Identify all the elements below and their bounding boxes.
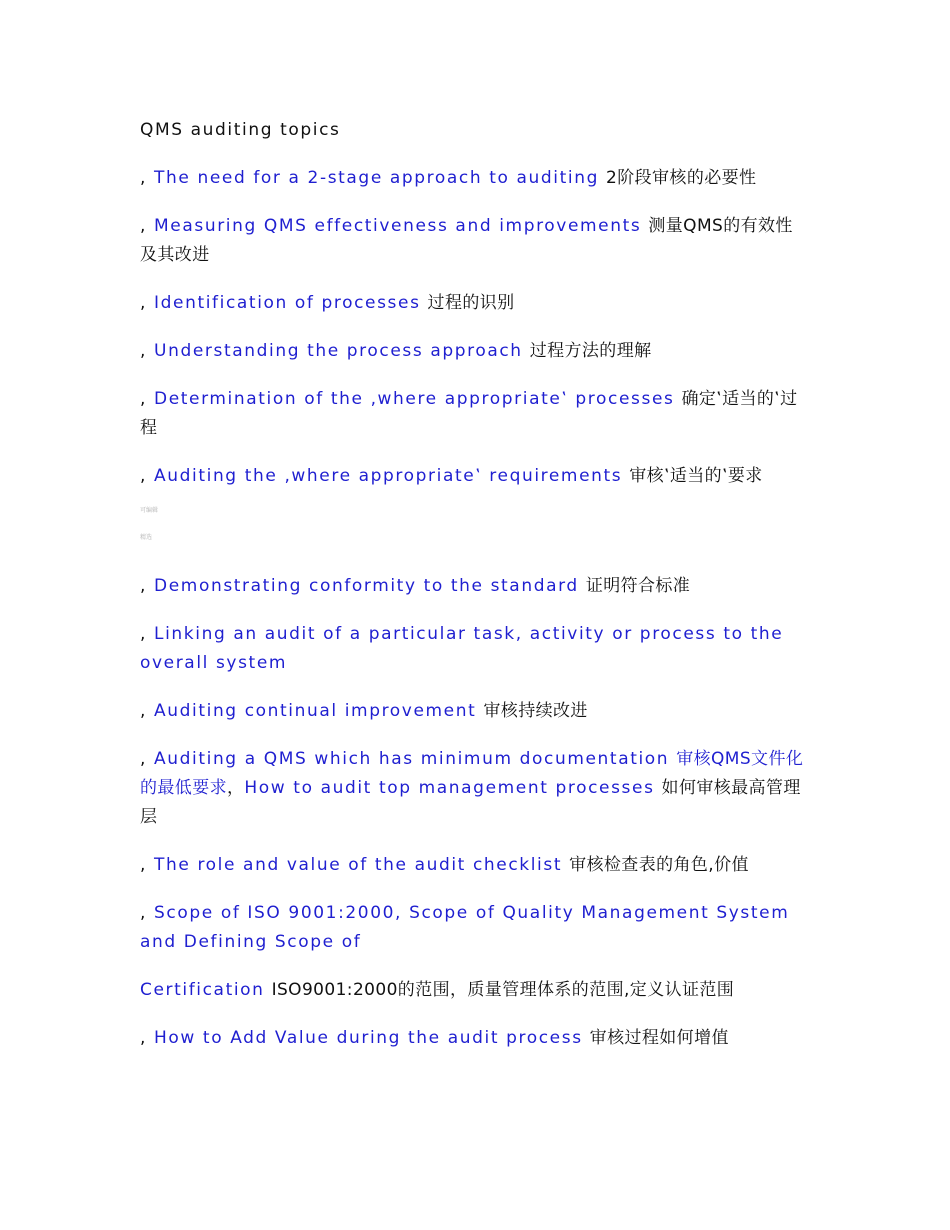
- topic-chinese: 审核检查表的角色,价值: [569, 855, 749, 875]
- small-mark: 精选: [140, 534, 153, 541]
- topic-item: , Determination of the ‚where appropriate‛ processes 确定‛适当的‛过程: [140, 389, 798, 438]
- topic-item: , The role and value of the audit checklist 审核检查表的角色,价值: [140, 855, 749, 875]
- topic-chinese: 如何审核最高管理层: [140, 778, 801, 827]
- topic-english: Auditing a QMS which has minimum documentation: [154, 749, 670, 769]
- topic-item: , Identification of processes 过程的识别: [140, 293, 515, 313]
- topic-english: Measuring QMS effectiveness and improvements: [154, 216, 642, 236]
- topic-english: Scope of ISO 9001:2000, Scope of Quality Management System and Defining Scope of: [140, 903, 790, 952]
- topic-chinese-blue: 审核QMS文件化的最低要求: [140, 749, 804, 798]
- topic-chinese: 2阶段审核的必要性: [606, 168, 757, 188]
- topic-item: , Linking an audit of a particular task, activity or process to the overall system: [140, 624, 784, 673]
- topic-chinese: ISO9001:2000的范围，质量管理体系的范围,定义认证范围: [271, 980, 735, 1000]
- document-title: QMS auditing topics: [140, 120, 341, 140]
- topic-english: Understanding the process approach: [154, 341, 523, 361]
- topic-item: , How to Add Value during the audit process 审核过程如何增值: [140, 1028, 729, 1048]
- topic-english: How to Add Value during the audit process: [154, 1028, 583, 1048]
- small-mark: 可编辑: [140, 507, 159, 514]
- topic-chinese: 确定‛适当的‛过程: [140, 389, 798, 438]
- topic-chinese: 审核持续改进: [483, 701, 588, 721]
- topic-chinese: 证明符合标准: [585, 576, 691, 596]
- topic-english: Demonstrating conformity to the standard: [154, 576, 579, 596]
- topic-english: Linking an audit of a particular task, activity or process to the overall system: [140, 624, 784, 673]
- topic-english: The need for a 2-stage approach to auditing: [154, 168, 599, 188]
- topic-item: [140, 976, 810, 1005]
- topic-english: The role and value of the audit checklist: [154, 855, 563, 875]
- topic-chinese: 审核过程如何增值: [589, 1028, 729, 1048]
- topic-english: Auditing continual improvement: [154, 701, 477, 721]
- topic-item: , Scope of ISO 9001:2000, Scope of Quality Management System and Defining Scope of: [140, 903, 790, 952]
- topic-chinese: 审核‛适当的‛要求: [629, 466, 763, 486]
- topic-english: Identification of processes: [154, 293, 421, 313]
- topic-english: Determination of the ‚where appropriate‛ processes: [154, 389, 675, 409]
- topic-english: Certification: [140, 980, 265, 1000]
- topic-item: , Auditing the ‚where appropriate‛ requirements 审核‛适当的‛要求: [140, 466, 763, 486]
- topic-chinese: 测量QMS的有效性及其改进: [140, 216, 793, 265]
- topic-item: , Understanding the process approach 过程方法的理解: [140, 341, 652, 361]
- topic-item: , Auditing continual improvement 审核持续改进: [140, 701, 588, 721]
- separator: ，: [227, 778, 245, 798]
- topic-english-2: How to audit top management processes: [244, 778, 655, 798]
- topic-english: Auditing the ‚where appropriate‛ requirements: [154, 466, 623, 486]
- topic-item: , Measuring QMS effectiveness and improvements 测量QMS的有效性及其改进: [140, 216, 793, 265]
- topic-chinese: 过程的识别: [427, 293, 515, 313]
- topic-item: , The need for a 2-stage approach to auditing 2阶段审核的必要性: [140, 168, 757, 188]
- topic-chinese: 过程方法的理解: [529, 341, 652, 361]
- document-body: [140, 116, 810, 1072]
- topic-item: , Auditing a QMS which has minimum documentation 审核QMS文件化的最低要求，How to audit top management processes 如何审核最高管理层: [140, 749, 804, 827]
- topic-item: , Demonstrating conformity to the standard 证明符合标准: [140, 576, 691, 596]
